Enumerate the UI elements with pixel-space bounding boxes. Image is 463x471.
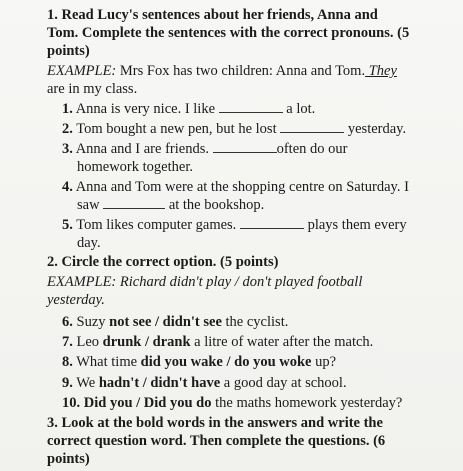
item-text: yesterday. bbox=[347, 121, 407, 137]
option-choice[interactable]: hadn't / didn't have bbox=[98, 375, 221, 391]
item-9 bbox=[62, 374, 347, 392]
section-3-heading-line-2: correct question word. Then complete the questions. (6 bbox=[47, 433, 386, 449]
option-choice[interactable]: not see / didn't see bbox=[109, 314, 222, 330]
item-text: plays them every bbox=[307, 217, 407, 233]
item-text: Anna and Tom were at the shopping centre on Saturday. I bbox=[75, 179, 409, 195]
item-text: Tom likes computer games. bbox=[76, 217, 237, 233]
section-2-example-line-1: EXAMPLE: Richard didn't play / don't played football bbox=[47, 274, 363, 290]
item-2 bbox=[62, 120, 406, 138]
section-1-example-cont: are in my class. bbox=[47, 81, 138, 97]
item-text: a litre of water after the match. bbox=[190, 334, 374, 350]
option-choice[interactable]: did you wake / do you woke bbox=[140, 354, 312, 370]
item-text: the maths homework yesterday? bbox=[211, 395, 403, 411]
item-10 bbox=[62, 394, 402, 412]
item-number: 4. bbox=[62, 179, 73, 195]
item-number: 5. bbox=[62, 217, 73, 233]
item-text: What time bbox=[76, 354, 141, 370]
section-3-heading-line-1: 3. Look at the bold words in the answers and write the bbox=[47, 415, 383, 431]
example-label: EXAMPLE: bbox=[47, 63, 117, 79]
example-answer: They bbox=[365, 63, 397, 79]
item-1 bbox=[62, 100, 315, 118]
item-text: up? bbox=[311, 354, 337, 370]
item-text: the cyclist. bbox=[221, 314, 289, 330]
item-number: 1. bbox=[62, 101, 73, 117]
item-7 bbox=[62, 333, 373, 351]
answer-blank[interactable] bbox=[213, 140, 277, 153]
option-choice[interactable]: drunk / drank bbox=[102, 334, 191, 350]
item-text: at the bookshop. bbox=[168, 197, 265, 213]
item-text: Anna and I are friends. bbox=[75, 141, 209, 157]
section-1-heading-line-3: points) bbox=[47, 43, 90, 59]
item-4 bbox=[62, 178, 409, 196]
section-3-heading-line-3: points) bbox=[47, 451, 90, 467]
answer-blank[interactable] bbox=[219, 100, 283, 113]
item-text: Suzy bbox=[76, 314, 110, 330]
item-6 bbox=[62, 313, 288, 331]
item-text: Tom bought a new pen, but he lost bbox=[76, 121, 277, 137]
item-number: 8. bbox=[62, 354, 73, 370]
section-2-heading: 2. Circle the correct option. (5 points) bbox=[47, 254, 279, 270]
item-number: 3. bbox=[62, 141, 73, 157]
item-4-cont bbox=[77, 196, 264, 214]
item-text: We bbox=[76, 375, 99, 391]
item-text: Leo bbox=[76, 334, 103, 350]
item-5 bbox=[62, 216, 407, 234]
option-choice[interactable]: Did you / Did you do bbox=[83, 395, 212, 411]
item-3-cont: homework together. bbox=[77, 159, 193, 175]
item-8 bbox=[62, 353, 336, 371]
answer-blank[interactable] bbox=[103, 196, 165, 209]
answer-blank[interactable] bbox=[240, 216, 304, 229]
item-text: a good day at school. bbox=[220, 375, 347, 391]
item-number: 9. bbox=[62, 375, 73, 391]
section-1-heading-line-1: 1. Read Lucy's sentences about her friends, Anna and bbox=[47, 7, 378, 23]
item-text: often do our bbox=[276, 141, 348, 157]
item-text: saw bbox=[77, 197, 100, 213]
item-number: 7. bbox=[62, 334, 73, 350]
item-5-cont: day. bbox=[77, 235, 101, 251]
item-text: Anna is very nice. I like bbox=[75, 101, 216, 117]
item-text: a lot. bbox=[286, 101, 316, 117]
answer-blank[interactable] bbox=[280, 120, 344, 133]
section-2-example-line-2: yesterday. bbox=[47, 292, 105, 308]
section-1-heading-line-2: Tom. Complete the sentences with the correct pronouns. (5 bbox=[47, 25, 410, 41]
item-number: 2. bbox=[62, 121, 73, 137]
item-3 bbox=[62, 140, 347, 158]
item-number: 6. bbox=[62, 314, 73, 330]
section-1-example bbox=[47, 62, 397, 80]
item-number: 10. bbox=[62, 395, 81, 411]
example-text: Mrs Fox has two children: Anna and Tom. bbox=[116, 63, 366, 79]
